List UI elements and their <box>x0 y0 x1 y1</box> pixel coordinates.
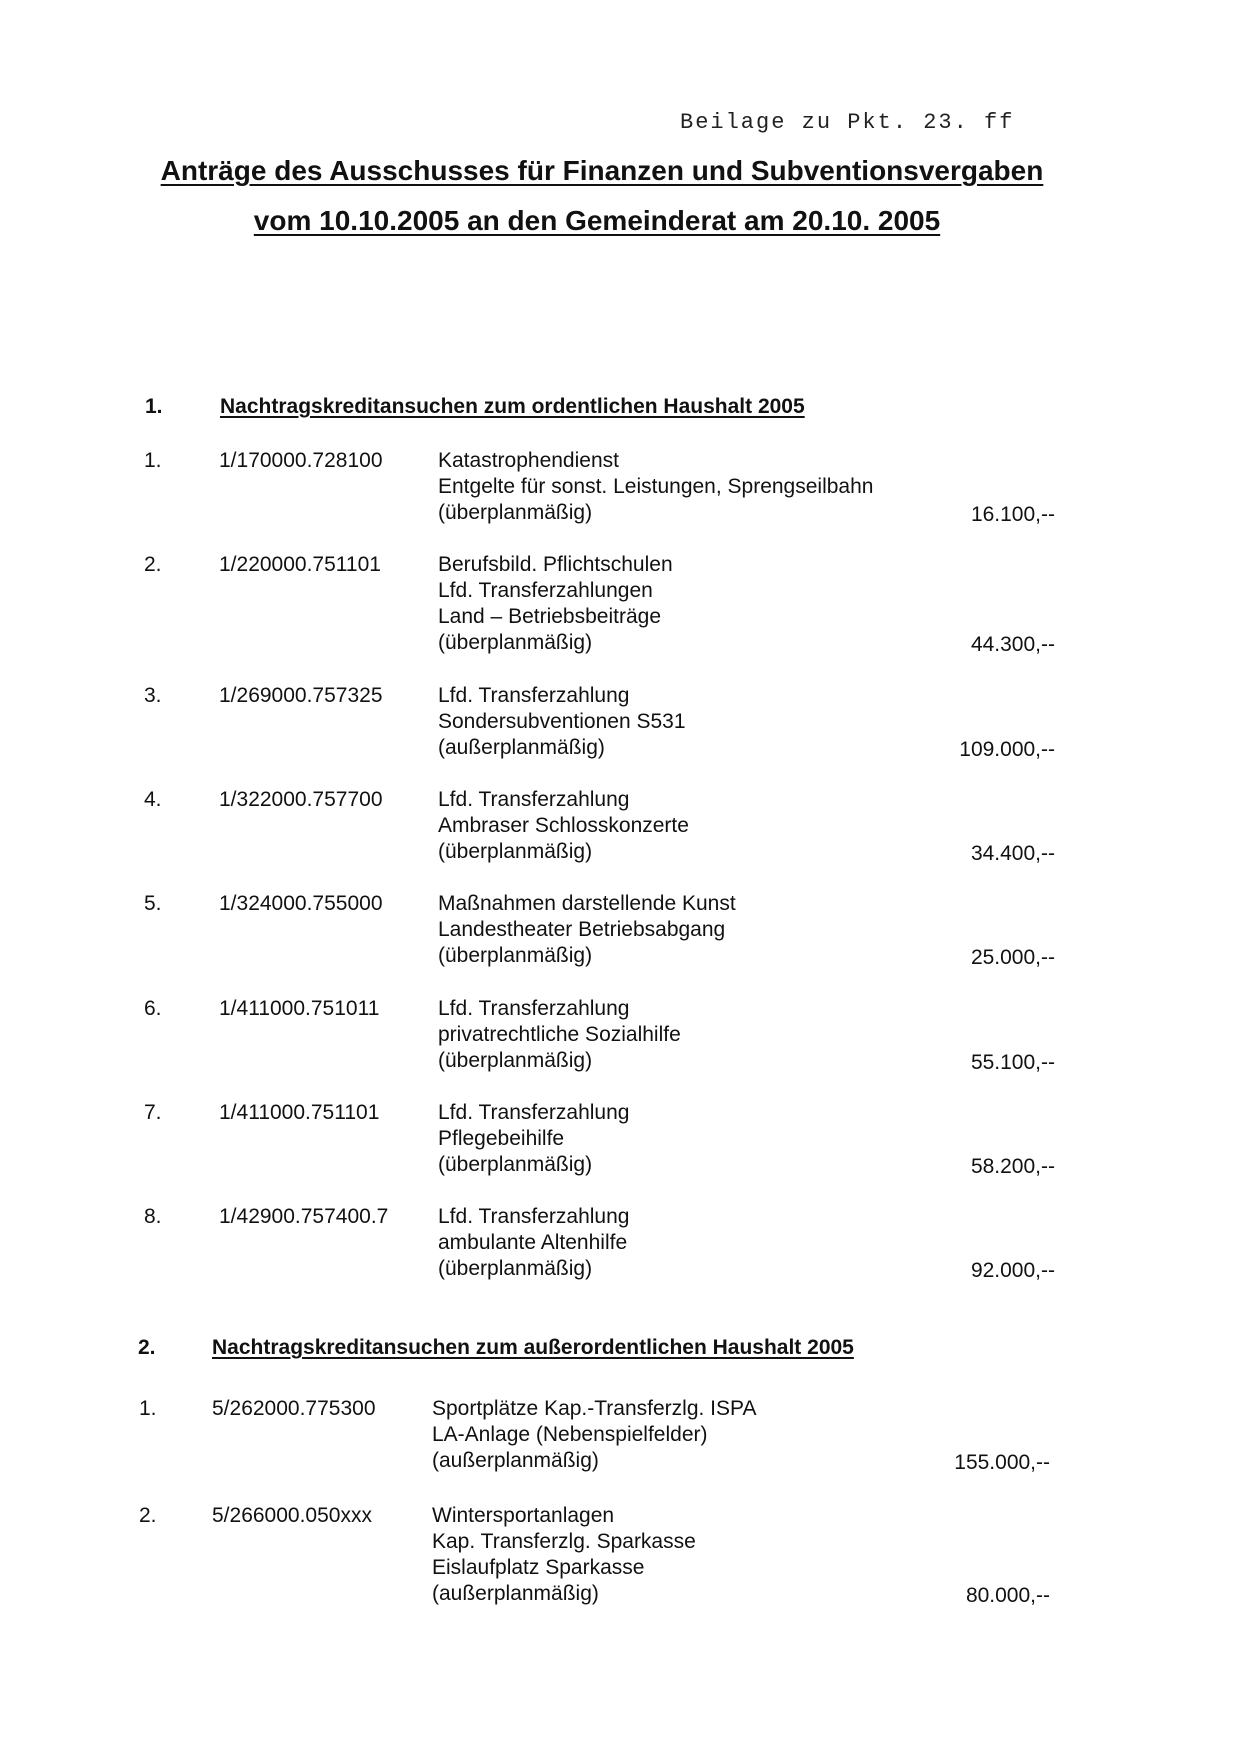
item-number: 5. <box>144 892 162 915</box>
item-amount: 92.000,-- <box>970 1259 1055 1282</box>
description-line: Ambraser Schlosskonzerte <box>438 814 689 837</box>
item-amount: 34.400,-- <box>970 842 1055 865</box>
item-number: 7. <box>144 1101 162 1124</box>
description-line: (überplanmäßig) <box>438 840 593 863</box>
description-line: (außerplanmäßig) <box>432 1449 599 1472</box>
item-number: 1. <box>144 449 162 472</box>
description-line: (überplanmäßig) <box>438 631 593 654</box>
page-title-line2: vom 10.10.2005 an den Gemeinderat am 20.10. 2005 <box>253 205 941 236</box>
budget-code: 5/266000.050xxx <box>212 1504 372 1527</box>
item-amount: 25.000,-- <box>970 946 1055 969</box>
item-number: 8. <box>144 1205 162 1228</box>
description-line: Wintersportanlagen <box>432 1504 615 1527</box>
item-number: 2. <box>144 553 162 576</box>
section-number: 1. <box>145 395 163 418</box>
budget-code: 1/220000.751101 <box>219 553 381 576</box>
item-description <box>432 1396 756 1474</box>
item-amount: 44.300,-- <box>970 633 1055 656</box>
description-line: Katastrophendienst <box>438 449 619 472</box>
description-line: Sportplätze Kap.-Transferzlg. ISPA <box>432 1397 757 1420</box>
description-line: Landestheater Betriebsabgang <box>438 918 726 941</box>
item-description <box>438 683 686 761</box>
budget-code: 5/262000.775300 <box>212 1397 376 1420</box>
description-line: ambulante Altenhilfe <box>438 1231 628 1254</box>
item-description <box>438 891 736 969</box>
description-line: Lfd. Transferzahlung <box>438 1101 630 1124</box>
item-number: 3. <box>144 684 162 707</box>
description-line: Land – Betriebsbeiträge <box>438 605 661 628</box>
budget-code: 1/269000.757325 <box>219 684 383 707</box>
item-description <box>432 1503 696 1607</box>
item-description <box>438 996 681 1074</box>
description-line: privatrechtliche Sozialhilfe <box>438 1023 681 1046</box>
description-line: Sondersubventionen S531 <box>438 710 686 733</box>
item-description <box>438 448 873 526</box>
item-number: 6. <box>144 997 162 1020</box>
section-title: Nachtragskreditansuchen zum ordentlichen Haushalt 2005 <box>220 395 805 418</box>
section-number: 2. <box>138 1336 156 1359</box>
item-amount: 109.000,-- <box>959 738 1055 761</box>
item-number: 1. <box>139 1397 157 1420</box>
item-amount: 16.100,-- <box>970 503 1055 526</box>
description-line: (außerplanmäßig) <box>432 1582 599 1605</box>
description-line: (überplanmäßig) <box>438 1153 593 1176</box>
description-line: Berufsbild. Pflichtschulen <box>438 553 673 576</box>
description-line: (überplanmäßig) <box>438 501 593 524</box>
item-description <box>438 552 673 656</box>
item-amount: 155.000,-- <box>954 1451 1050 1474</box>
description-line: (überplanmäßig) <box>438 944 593 967</box>
description-line: Pflegebeihilfe <box>438 1127 565 1150</box>
description-line: Maßnahmen darstellende Kunst <box>438 892 736 915</box>
item-description <box>438 1204 629 1282</box>
budget-code: 1/411000.751101 <box>219 1101 380 1124</box>
description-line: Lfd. Transferzahlungen <box>438 579 653 602</box>
budget-code: 1/42900.757400.7 <box>219 1205 389 1228</box>
item-number: 2. <box>139 1504 157 1527</box>
description-line: Lfd. Transferzahlung <box>438 997 630 1020</box>
section-title: Nachtragskreditansuchen zum außerordentlichen Haushalt 2005 <box>212 1336 854 1359</box>
item-number: 4. <box>144 788 162 811</box>
description-line: (überplanmäßig) <box>438 1257 593 1280</box>
budget-code: 1/324000.755000 <box>219 892 383 915</box>
item-amount: 80.000,-- <box>965 1584 1050 1607</box>
description-line: (überplanmäßig) <box>438 1049 593 1072</box>
description-line: Lfd. Transferzahlung <box>438 1205 630 1228</box>
budget-code: 1/170000.728100 <box>219 449 383 472</box>
beilage-note: Beilage zu Pkt. 23. ff <box>680 110 1015 135</box>
description-line: (außerplanmäßig) <box>438 736 605 759</box>
description-line: LA-Anlage (Nebenspielfelder) <box>432 1423 708 1446</box>
item-description <box>438 1100 629 1178</box>
description-line: Kap. Transferzlg. Sparkasse <box>432 1530 696 1553</box>
description-line: Lfd. Transferzahlung <box>438 788 630 811</box>
budget-code: 1/411000.751011 <box>219 997 380 1020</box>
description-line: Lfd. Transferzahlung <box>438 684 630 707</box>
description-line: Eislaufplatz Sparkasse <box>432 1556 645 1579</box>
item-amount: 58.200,-- <box>970 1155 1055 1178</box>
page-title-line1: Anträge des Ausschusses für Finanzen und Subventionsvergaben <box>160 155 1044 186</box>
budget-code: 1/322000.757700 <box>219 788 383 811</box>
item-description <box>438 787 689 865</box>
description-line: Entgelte für sonst. Leistungen, Sprengseilbahn <box>438 475 874 498</box>
item-amount: 55.100,-- <box>970 1051 1055 1074</box>
